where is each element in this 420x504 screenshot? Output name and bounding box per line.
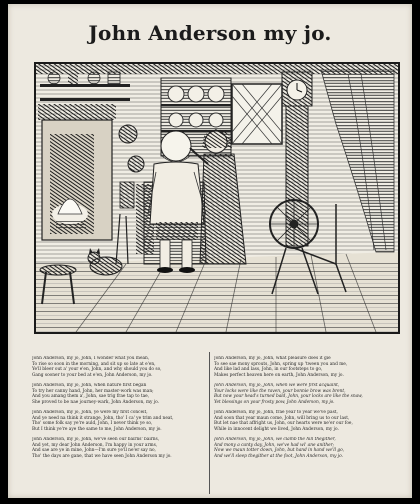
verse-line: Now we maun totter down, John, but hand in hand we'll go, [214,448,345,454]
verse-line: But now your head's turned bald, John, your locks are like the snaw, [214,394,363,400]
broadside-sheet [8,4,412,498]
verse-line: John Anderson, my jo, John, I wonder what you mean, [32,356,150,361]
verse-line: To see sae mony sprouts, John, spring up 'tween you and me, [214,361,348,367]
verse-line: And like lad and lass, John, in our footsteps to go, [214,367,323,373]
verse-line: And yet, my dear John Anderson, I'm happy in your arms, [32,442,158,448]
stanza [214,356,390,378]
verse-line: To rise so soon in the morning, and sit up so late at e'en, [32,361,156,367]
verse-line: Ye'll bleer out a' your e'en, John, and why should you do so, [32,367,162,373]
verse-line: And mony a canty day, John, we've had wi' ane anither; [214,442,335,448]
page-title: John Anderson my jo. [88,21,332,45]
verse-line: John Anderson, my jo, John, frae year to year we've past, [214,409,338,415]
poem-column-left [32,356,208,464]
verse-line: Yet blessings on your frosty pow, John Anderson, my jo. [214,399,335,405]
verse-line: John Anderson, my jo, John, we've seen our bairns' bairns, [32,436,160,442]
verse-line: John Anderson, my jo, John, ye were my first conceit, [32,409,148,415]
column-divider [209,352,210,494]
stanza [32,356,208,378]
verse-line: Makes perfect heaven here on earth, John Anderson, my jo. [214,372,344,378]
verse-line: Your locks were like the raven, your bonnie brow was brent, [214,388,346,394]
verse-line: To try her canny hand, John, her master-work was man; [32,388,154,394]
stanza [214,410,390,432]
fireplace [38,104,116,240]
engraving-illustration [34,62,400,334]
stanza [214,383,390,405]
verse-line: And you amang them a', John, sae trig frae tap to tae, [32,394,150,400]
cottage-interior-engraving [36,64,398,332]
verse-line: But I think ye're aye the same to me, John Anderson, my jo. [32,426,162,432]
stanza [32,383,208,405]
verse-line: Tho' some folk say ye're auld, John, I never think ye so, [32,421,153,427]
stanza [32,437,208,459]
lattice-window [232,84,282,144]
verse-line: John Anderson, my jo, John, when we were first acquaint, [214,382,340,388]
verse-line: Gang sooner to your bed at e'en, John Anderson, my jo. [32,372,153,378]
stanza [214,437,390,459]
verse-line: And ye need na think it strange, John, tho' I ca' ye trim and neat, [32,415,174,421]
verse-line: And we'll sleep thegither at the foot, John Anderson, my jo. [214,453,343,459]
verse-line: John Anderson, my jo, John, what pleasure does it gie [214,356,331,361]
verse-line: But let nae that affright us, John, our hearts were ne'er our foe, [214,421,353,427]
poem-column-right [214,356,390,464]
verse-line: Tho' the days are gane, that we have seen John Anderson my jo. [32,453,172,459]
verse-line: And sae are ye in mine, John—I'm sure ye'll ne'er say no, [32,448,156,454]
grandfather-clock [282,72,312,246]
stanza [32,410,208,432]
verse-line: She proved to be nae journey-wark, John Anderson, my jo. [32,399,160,405]
verse-line: And soon that year maun come, John, will bring us to our last, [214,415,350,421]
verse-line: John Anderson, my jo, John, when nature first began [32,382,147,388]
verse-line: John Anderson, my jo, John, we clamb the hill thegither, [214,436,336,442]
verse-line: While in innocent delight we lived, John Anderson, my jo. [214,426,339,432]
